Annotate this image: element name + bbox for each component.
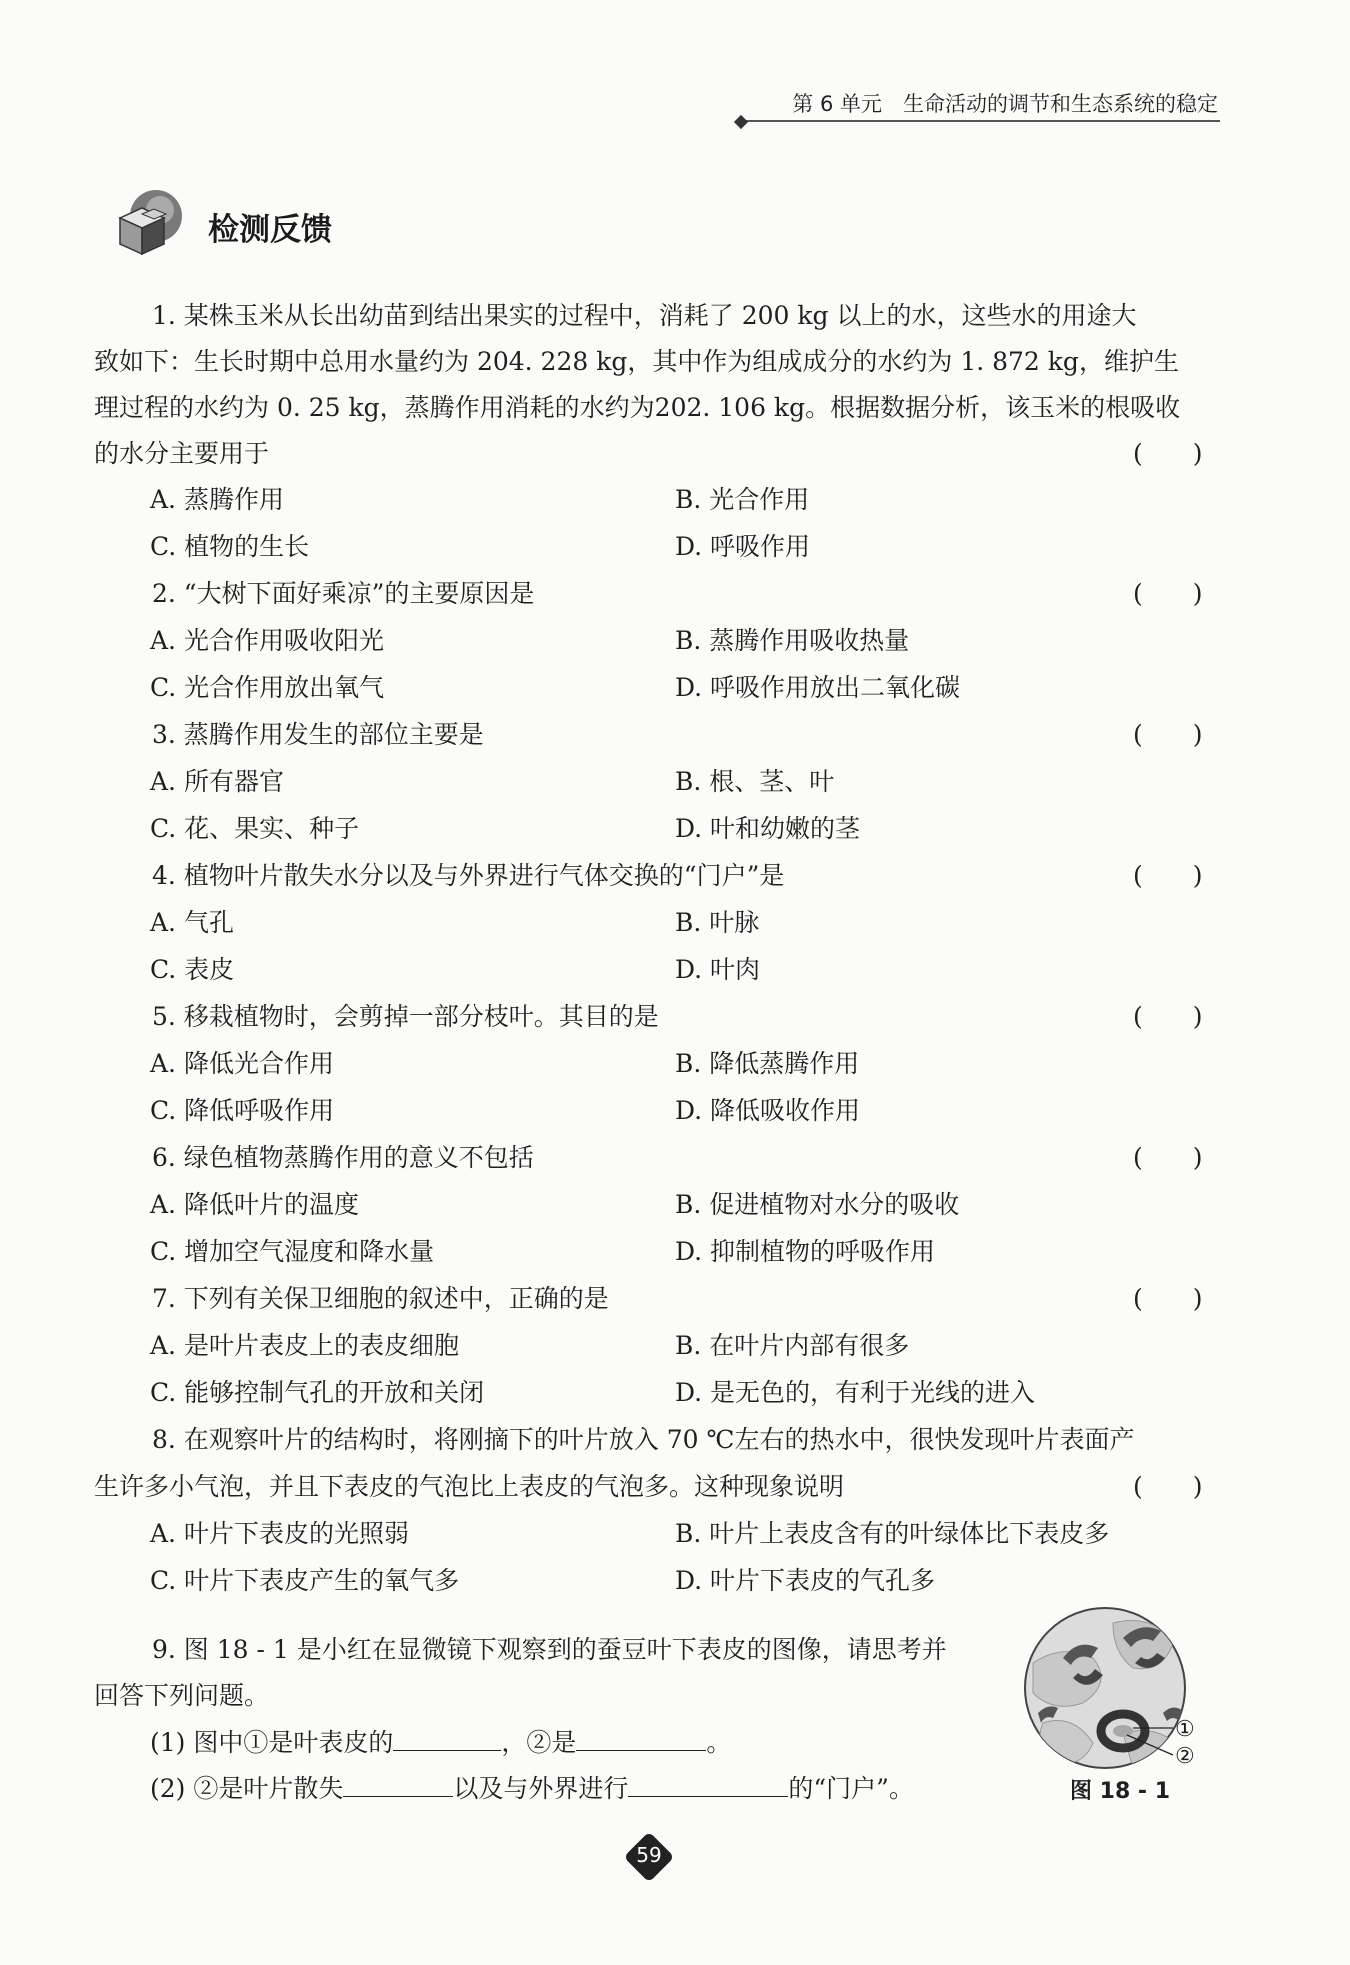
option-c: C. 光合作用放出氧气 — [150, 673, 385, 702]
page-number: 59 — [636, 1843, 662, 1867]
header-diamond-icon — [734, 115, 748, 129]
fill-blank-3[interactable] — [343, 1772, 453, 1797]
answer-paren: ( ) — [1133, 1002, 1203, 1031]
question-1-line-1: 1. 某株玉米从长出幼苗到结出果实的过程中，消耗了 200 kg 以上的水，这些水的用途大 — [152, 301, 1137, 330]
option-d: D. 降低吸收作用 — [675, 1096, 861, 1125]
question-1-line-3: 理过程的水约为 0. 25 kg，蒸腾作用消耗的水约为202. 106 kg。根据数据分析，该玉米的根吸收 — [94, 393, 1181, 422]
question-2: 2. “大树下面好乘凉”的主要原因是 — [152, 579, 535, 608]
question-9-sub-1 — [150, 1726, 731, 1759]
answer-paren: ( ) — [1133, 861, 1203, 890]
answer-paren: ( ) — [1133, 1143, 1203, 1172]
cube-logo-icon — [108, 188, 198, 260]
option-a: A. 气孔 — [150, 908, 234, 937]
option-d: D. 呼吸作用放出二氧化碳 — [675, 673, 961, 702]
sub1-text-3: 。 — [706, 1728, 732, 1757]
page-header — [740, 86, 1220, 122]
label-2: ② — [1175, 1744, 1195, 1769]
unit-title: 第 6 单元 生命活动的调节和生态系统的稳定 — [792, 92, 1218, 116]
label-1: ① — [1175, 1717, 1195, 1742]
option-b: B. 蒸腾作用吸收热量 — [675, 626, 910, 655]
option-b: B. 根、茎、叶 — [675, 767, 835, 796]
option-d: D. 是无色的，有利于光线的进入 — [675, 1378, 1036, 1407]
answer-paren: ( ) — [1133, 1284, 1203, 1313]
answer-paren: ( ) — [1133, 439, 1203, 468]
question-9-line-1: 9. 图 18 - 1 是小红在显微镜下观察到的蚕豆叶下表皮的图像，请思考并 — [152, 1635, 947, 1664]
question-1-line-4: 的水分主要用于 — [94, 439, 270, 468]
sub1-text-2: ，②是 — [501, 1728, 577, 1757]
option-a: A. 蒸腾作用 — [150, 485, 284, 514]
fill-blank-2[interactable] — [576, 1726, 706, 1751]
question-9-sub-2 — [150, 1772, 914, 1805]
question-1-line-2: 致如下：生长时期中总用水量约为 204. 228 kg，其中作为组成成分的水约为 1. 872 kg，维护生 — [94, 347, 1179, 376]
question-3: 3. 蒸腾作用发生的部位主要是 — [152, 720, 484, 749]
sub2-text-3: 的“门户”。 — [788, 1774, 914, 1803]
option-d: D. 呼吸作用 — [675, 532, 811, 561]
question-8-line-2: 生许多小气泡，并且下表皮的气泡比上表皮的气泡多。这种现象说明 — [94, 1472, 845, 1501]
figure-caption: 图 18 - 1 — [1070, 1779, 1171, 1804]
question-4: 4. 植物叶片散失水分以及与外界进行气体交换的“门户”是 — [152, 861, 785, 890]
option-a: A. 是叶片表皮上的表皮细胞 — [150, 1331, 459, 1360]
option-b: B. 促进植物对水分的吸收 — [675, 1190, 960, 1219]
option-c: C. 降低呼吸作用 — [150, 1096, 335, 1125]
option-a: A. 光合作用吸收阳光 — [150, 626, 384, 655]
option-d: D. 叶和幼嫩的茎 — [675, 814, 861, 843]
option-b: B. 叶脉 — [675, 908, 760, 937]
sub1-text-1: (1) 图中①是叶表皮的 — [150, 1728, 394, 1757]
question-6: 6. 绿色植物蒸腾作用的意义不包括 — [152, 1143, 534, 1172]
option-b: B. 降低蒸腾作用 — [675, 1049, 860, 1078]
option-c: C. 叶片下表皮产生的氧气多 — [150, 1566, 460, 1595]
answer-paren: ( ) — [1133, 579, 1203, 608]
option-c: C. 能够控制气孔的开放和关闭 — [150, 1378, 485, 1407]
option-b: B. 叶片上表皮含有的叶绿体比下表皮多 — [675, 1519, 1110, 1548]
page-number-badge — [625, 1833, 673, 1881]
sub2-text-2: 以及与外界进行 — [453, 1774, 629, 1803]
option-d: D. 叶片下表皮的气孔多 — [675, 1566, 936, 1595]
question-5: 5. 移栽植物时，会剪掉一部分枝叶。其目的是 — [152, 1002, 659, 1031]
section-title: 检测反馈 — [208, 212, 332, 248]
option-d: D. 叶肉 — [675, 955, 761, 984]
option-b: B. 在叶片内部有很多 — [675, 1331, 910, 1360]
option-c: C. 植物的生长 — [150, 532, 310, 561]
option-a: A. 所有器官 — [150, 767, 284, 796]
option-d: D. 抑制植物的呼吸作用 — [675, 1237, 936, 1266]
option-c: C. 花、果实、种子 — [150, 814, 360, 843]
answer-paren: ( ) — [1133, 720, 1203, 749]
question-7: 7. 下列有关保卫细胞的叙述中，正确的是 — [152, 1284, 609, 1313]
sub2-text-1: (2) ②是叶片散失 — [150, 1774, 344, 1803]
answer-paren: ( ) — [1133, 1472, 1203, 1501]
option-a: A. 降低光合作用 — [150, 1049, 334, 1078]
option-c: C. 增加空气湿度和降水量 — [150, 1237, 435, 1266]
option-a: A. 叶片下表皮的光照弱 — [150, 1519, 409, 1548]
fill-blank-1[interactable] — [393, 1726, 501, 1751]
fill-blank-4[interactable] — [628, 1772, 788, 1797]
question-9-line-2: 回答下列问题。 — [94, 1681, 270, 1710]
question-8-line-1: 8. 在观察叶片的结构时，将刚摘下的叶片放入 70 ℃左右的热水中，很快发现叶片表面产 — [152, 1425, 1135, 1454]
option-a: A. 降低叶片的温度 — [150, 1190, 359, 1219]
option-b: B. 光合作用 — [675, 485, 810, 514]
option-c: C. 表皮 — [150, 955, 235, 984]
